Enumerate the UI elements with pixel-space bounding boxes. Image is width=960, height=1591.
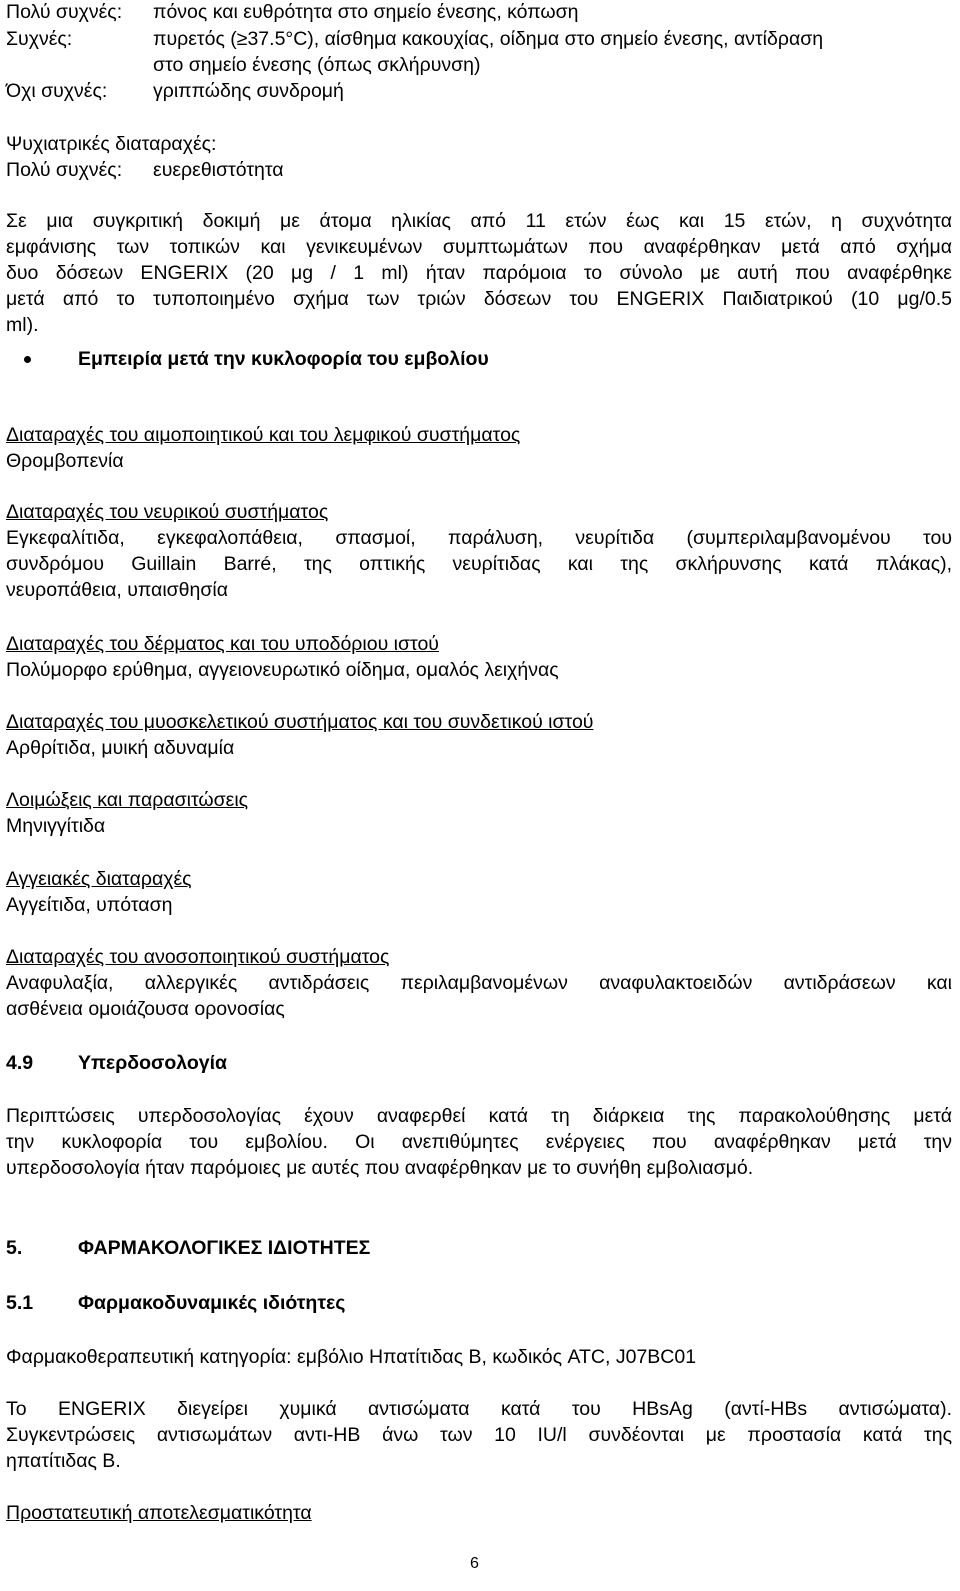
section-heading-infections: Λοιμώξεις και παρασιτώσεις [6,789,249,811]
pharmacodynamics-line: Συγκεντρώσεις αντισωμάτων αντι-HB άνω των 10 IU/l συνδέονται με προστασία κατά της [6,1424,952,1446]
section-text-infections: Μηνιγγίτιδα [6,815,106,837]
section-heading-immune: Διαταραχές του ανοσοποιητικού συστήματος [6,946,390,968]
section-heading-nervous: Διαταραχές του νευρικού συστήματος [6,501,329,523]
section-text-nervous: νευροπάθεια, υπαισθησία [6,579,229,601]
section-heading-vascular: Αγγειακές διαταραχές [6,868,192,890]
section-text-blood: Θρομβοπενία [6,450,124,472]
section-text-immune: ασθένεια ομοιάζουσα ορονοσίας [6,998,285,1020]
study-line: μετά από το τυποποιημένο σχήμα των τριών δόσεων του ENGERIX Παιδιατρικού (10 μg/0.5 [6,288,952,310]
freq-value: πόνος και ευθρότητα στο σημείο ένεσης, κόπωση [153,1,579,23]
section-heading-blood: Διαταραχές του αιμοποιητικού και του λεμφικού συστήματος [6,424,521,446]
freq-value: στο σημείο ένεσης (όπως σκλήρυνση) [153,54,481,76]
section-text-vascular: Αγγείτιδα, υπόταση [6,894,173,916]
bullet-icon [24,356,31,363]
freq-label: Συχνές: [6,28,73,50]
section-title: Υπερδοσολογία [78,1052,228,1074]
freq-label: Πολύ συχνές: [6,159,123,181]
postmarketing-title: Εμπειρία μετά την κυκλοφορία του εμβολίου [78,348,489,370]
freq-label: Όχι συχνές: [6,80,108,102]
section-text-nervous: συνδρόμου Guillain Barré, της οπτικής νευρίτιδας και της σκλήρυνσης κατά πλάκας), [6,553,952,575]
section-number: 4.9 [6,1052,34,1074]
pharmacodynamics-line: Το ENGERIX διεγείρει χυμικά αντισώματα κατά του HBsAg (αντί-HBs αντισώματα). [6,1398,952,1420]
protective-efficacy-heading: Προστατευτική αποτελεσματικότητα [6,1502,312,1524]
overdose-line: την κυκλοφορία του εμβολίου. Οι ανεπιθύμητες ενέργειες που αναφέρθηκαν μετά την [6,1131,952,1153]
section-text-musculoskeletal: Αρθρίτιδα, μυική αδυναμία [6,737,235,759]
study-line: Σε μια συγκριτική δοκιμή με άτομα ηλικίας από 11 ετών έως και 15 ετών, η συχνότητα [6,210,952,232]
freq-value: πυρετός (≥37.5°C), αίσθημα κακουχίας, οίδημα στο σημείο ένεσης, αντίδραση [153,28,824,50]
section-title: Φαρμακοδυναμικές ιδιότητες [78,1292,346,1314]
study-line: δυο δόσεων ENGERIX (20 μg / 1 ml) ήταν παρόμοια το σύνολο με αυτή που αναφέρθηκε [6,262,952,284]
study-line: εμφάνισης των τοπικών και γενικευμένων συμπτωμάτων που αναφέρθηκαν μετά από σχήμα [6,236,952,258]
section-number: 5. [6,1237,23,1259]
page-number: 6 [470,1555,479,1572]
section-number: 5.1 [6,1292,34,1314]
section-text-immune: Αναφυλαξία, αλλεργικές αντιδράσεις περιλαμβανομένων αναφυλακτοειδών αντιδράσεων και [6,972,952,994]
section-heading-musculoskeletal: Διαταραχές του μυοσκελετικού συστήματος και του συνδετικού ιστού [6,711,594,733]
section-text-skin: Πολύμορφο ερύθημα, αγγειονευρωτικό οίδημα, ομαλός λειχήνας [6,659,559,681]
section-text-nervous: Εγκεφαλίτιδα, εγκεφαλοπάθεια, σπασμοί, παράλυση, νευρίτιδα (συμπεριλαμβανομένου του [6,527,952,549]
pharmacodynamics-line: ηπατίτιδας Β. [6,1450,121,1472]
overdose-line: υπερδοσολογία ήταν παρόμοιες με αυτές που αναφέρθηκαν με το συνήθη εμβολιασμό. [6,1157,754,1179]
freq-value: γριππώδης συνδρομή [153,80,344,102]
section-title: ΦΑΡΜΑΚΟΛΟΓΙΚΕΣ ΙΔΙΟΤΗΤΕΣ [78,1237,371,1259]
pharmacotherapeutic-category: Φαρμακοθεραπευτική κατηγορία: εμβόλιο Ηπατίτιδας Β, κωδικός ATC, J07BC01 [6,1346,697,1368]
overdose-line: Περιπτώσεις υπερδοσολογίας έχουν αναφερθεί κατά τη διάρκεια της παρακολούθησης μετά [6,1105,952,1127]
freq-value: ευερεθιστότητα [153,159,284,181]
study-line: ml). [6,314,39,336]
psych-heading: Ψυχιατρικές διαταραχές: [6,133,217,155]
freq-label: Πολύ συχνές: [6,1,123,23]
section-heading-skin: Διαταραχές του δέρματος και του υποδόριου ιστού [6,633,439,655]
